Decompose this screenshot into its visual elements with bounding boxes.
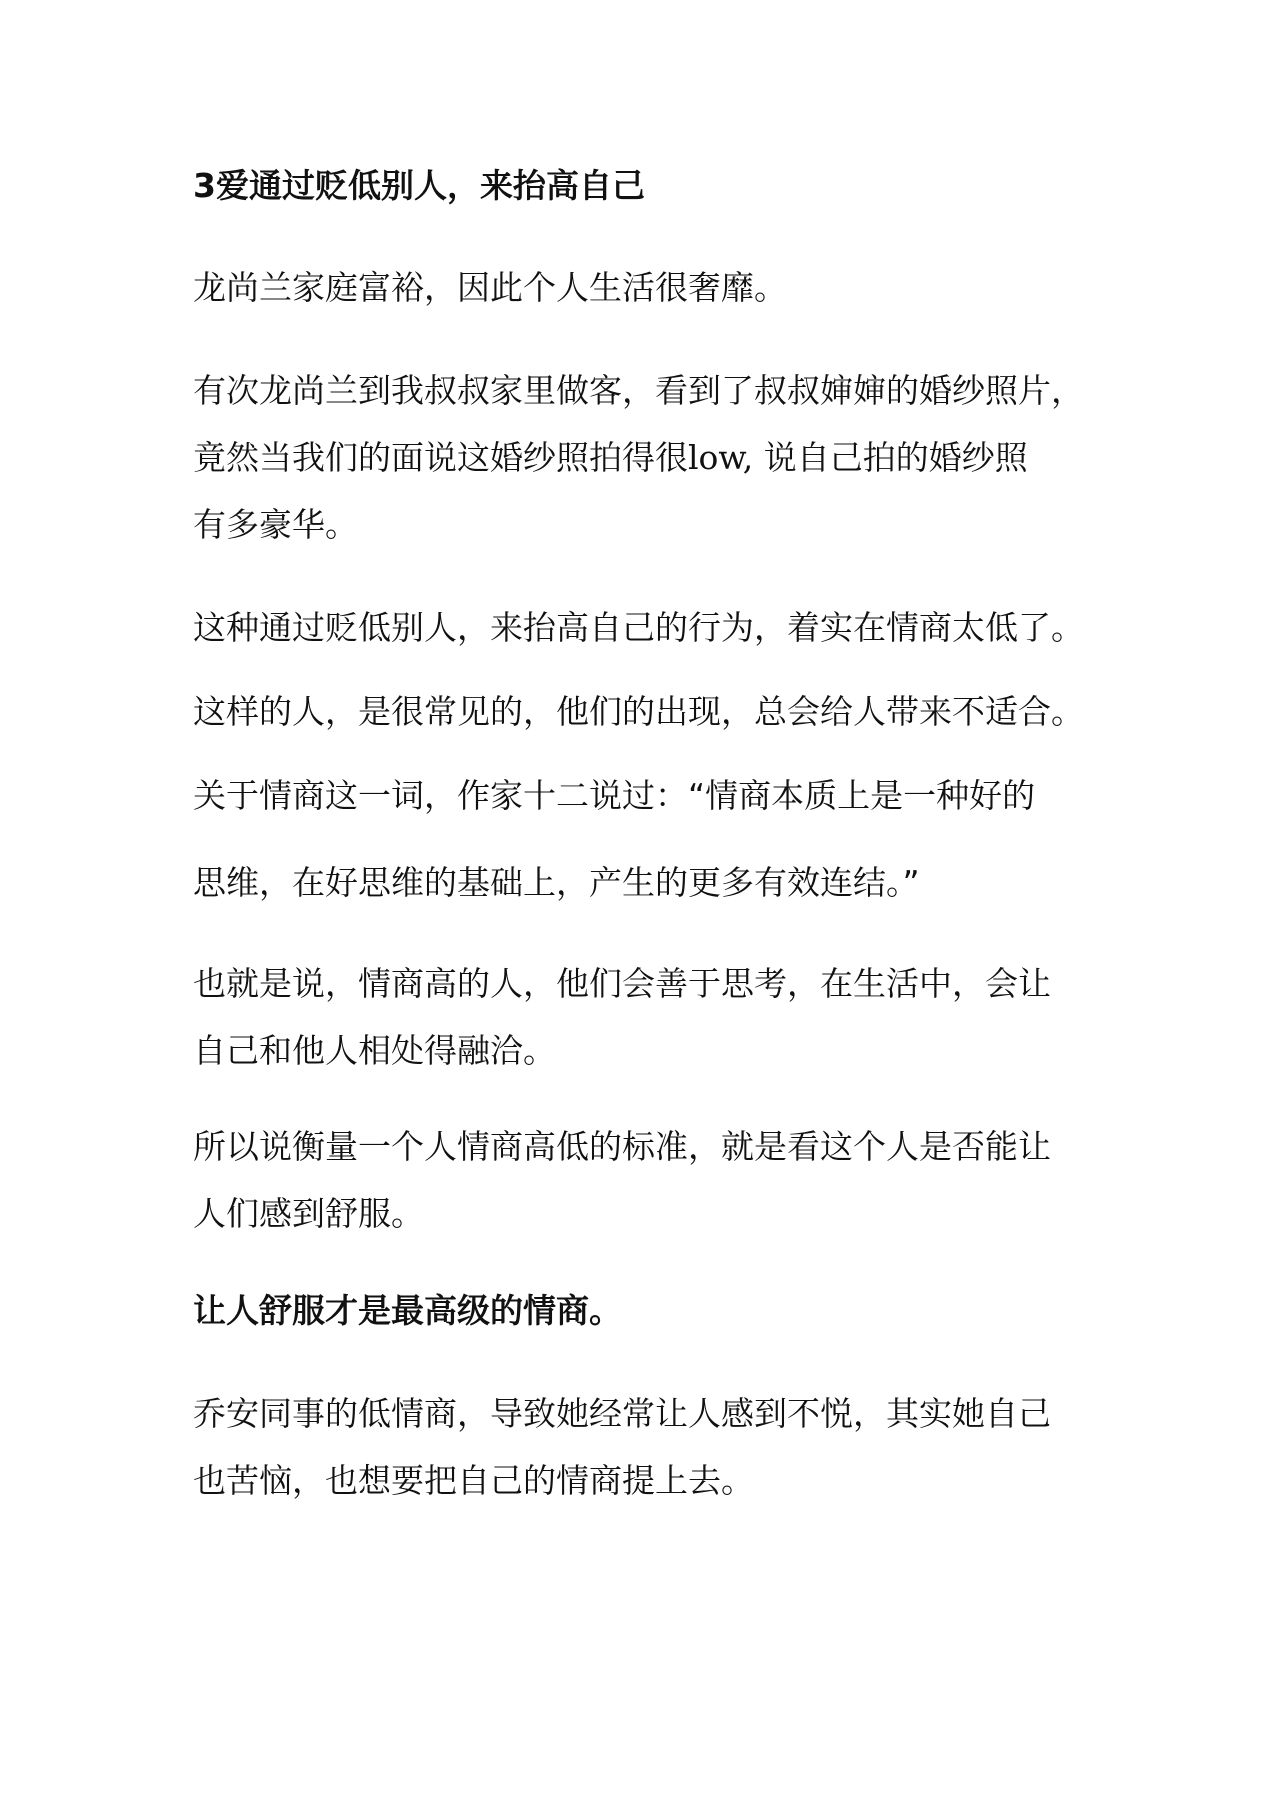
paragraph-5	[193, 762, 1143, 916]
paragraph-1-text: 龙尚兰家庭富裕，因此个人生活很奢靡。	[193, 268, 787, 307]
paragraph-4-text: 这样的人，是很常见的，他们的出现，总会给人带来不适合。	[193, 692, 1084, 731]
paragraph-2-line-1: 有次龙尚兰到我叔叔家里做客，看到了叔叔婶婶的婚纱照片，	[193, 371, 1084, 410]
subheading-text: 让人舒服才是最高级的情商。	[193, 1291, 622, 1330]
paragraph-2-line-2-part-a: 竟然当我们的面说这婚纱照拍得很	[193, 438, 688, 477]
paragraph-7-line-2: 人们感到舒服。	[193, 1194, 424, 1233]
paragraph-4	[193, 678, 1143, 745]
paragraph-2-line-3: 有多豪华。	[193, 505, 358, 544]
paragraph-6-line-2: 自己和他人相处得融洽。	[193, 1031, 556, 1070]
paragraph-8-line-2: 也苦恼，也想要把自己的情商提上去。	[193, 1461, 754, 1500]
paragraph-6-line-1: 也就是说，情商高的人，他们会善于思考，在生活中，会让	[193, 964, 1051, 1003]
paragraph-1	[193, 254, 1143, 321]
subheading	[193, 1277, 1143, 1344]
paragraph-3-text: 这种通过贬低别人，来抬高自己的行为，着实在情商太低了。	[193, 608, 1084, 647]
paragraph-8-line-1: 乔安同事的低情商，导致她经常让人感到不悦，其实她自己	[193, 1394, 1051, 1433]
paragraph-3	[193, 594, 1143, 661]
paragraph-5-line-1: 关于情商这一词，作家十二说过：“情商本质上是一种好的	[193, 776, 1036, 815]
paragraph-7-line-1: 所以说衡量一个人情商高低的标准，就是看这个人是否能让	[193, 1127, 1051, 1166]
paragraph-2-line-2	[193, 424, 1143, 491]
paragraph-2-latin-word: low,	[688, 438, 754, 477]
paragraph-8	[193, 1380, 1143, 1514]
paragraph-2-line-2-part-b: 说自己拍的婚纱照	[753, 438, 1028, 477]
paragraph-2	[193, 357, 1143, 558]
paragraph-7	[193, 1113, 1143, 1247]
paragraph-5-line-2: 思维，在好思维的基础上，产生的更多有效连结。”	[193, 863, 920, 902]
paragraph-6	[193, 950, 1143, 1084]
section-heading-text: 3爱通过贬低别人，来抬高自己	[193, 166, 645, 205]
section-heading	[193, 152, 1143, 219]
